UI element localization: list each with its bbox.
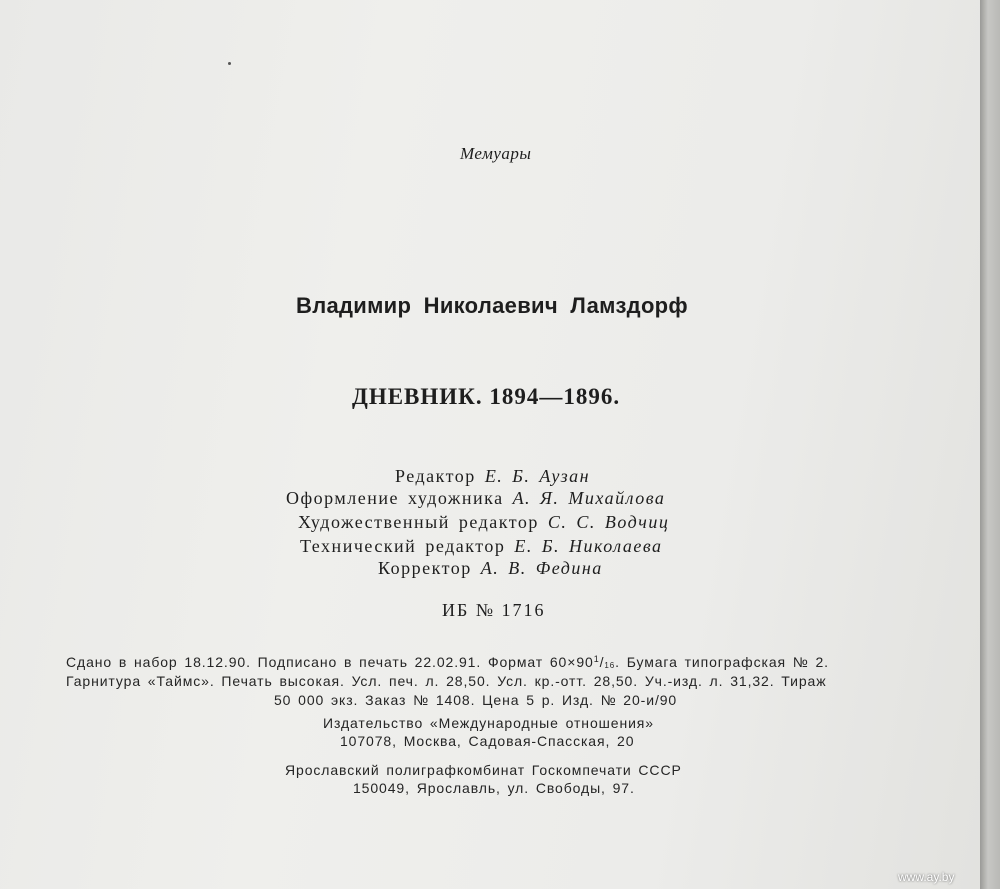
format-fraction-numerator: 1	[593, 654, 600, 664]
credit-role: Оформление художника	[286, 488, 504, 508]
credit-role: Редактор	[395, 466, 476, 486]
printer-name: Ярославский полиграфкомбинат Госкомпечати СССР	[285, 762, 682, 778]
book-title: ДНЕВНИК. 1894—1896.	[352, 384, 621, 409]
credit-person: Е. Б. Аузан	[484, 466, 591, 486]
printer-address: 150049, Ярославль, ул. Свободы, 97.	[353, 780, 635, 796]
series-label: Мемуары	[460, 144, 532, 163]
publisher-name: Издательство «Международные отношения»	[323, 715, 654, 731]
credit-person: А. В. Федина	[480, 558, 603, 578]
imprint-text: . Бумага типографская № 2.	[615, 654, 829, 670]
imprint-line-3: 50 000 экз. Заказ № 1408. Цена 5 р. Изд. № 20-и/90	[274, 692, 678, 708]
format-fraction-denominator: 16	[604, 661, 616, 670]
publisher-address: 107078, Москва, Садовая-Спасская, 20	[340, 733, 635, 749]
imprint-line-2: Гарнитура «Таймс». Печать высокая. Усл. печ. л. 28,50. Усл. кр.-отт. 28,50. Уч.-изд. л. 31,32. Тираж	[66, 673, 827, 689]
credit-person: Е. Б. Николаева	[514, 536, 663, 556]
imprint-line-1: Сдано в набор 18.12.90. Подписано в печать 22.02.91. Формат $60\times 90^1/_{16}$. Бумага типографская № 2.	[66, 654, 829, 670]
ib-number: ИБ № 1716	[442, 600, 546, 620]
credit-editor	[395, 466, 590, 487]
credit-proofreader	[378, 558, 603, 579]
paper-speck	[228, 62, 231, 65]
credit-role: Художественный редактор	[298, 512, 539, 532]
site-watermark: www.ay.by	[898, 870, 955, 884]
credit-person: А. Я. Михайлова	[512, 488, 666, 508]
author-name: Владимир Николаевич Ламздорф	[296, 293, 688, 318]
credit-tech-editor	[300, 536, 663, 557]
credit-role: Корректор	[378, 558, 472, 578]
credit-art-editor	[298, 512, 669, 533]
credit-designer	[286, 488, 665, 509]
page-edge	[980, 0, 1000, 889]
imprint-text: Сдано в набор 18.12.90. Подписано в печать 22.02.91. Формат 60×90	[66, 654, 594, 670]
credit-person: С. С. Водчиц	[547, 512, 670, 532]
credit-role: Технический редактор	[300, 536, 506, 556]
